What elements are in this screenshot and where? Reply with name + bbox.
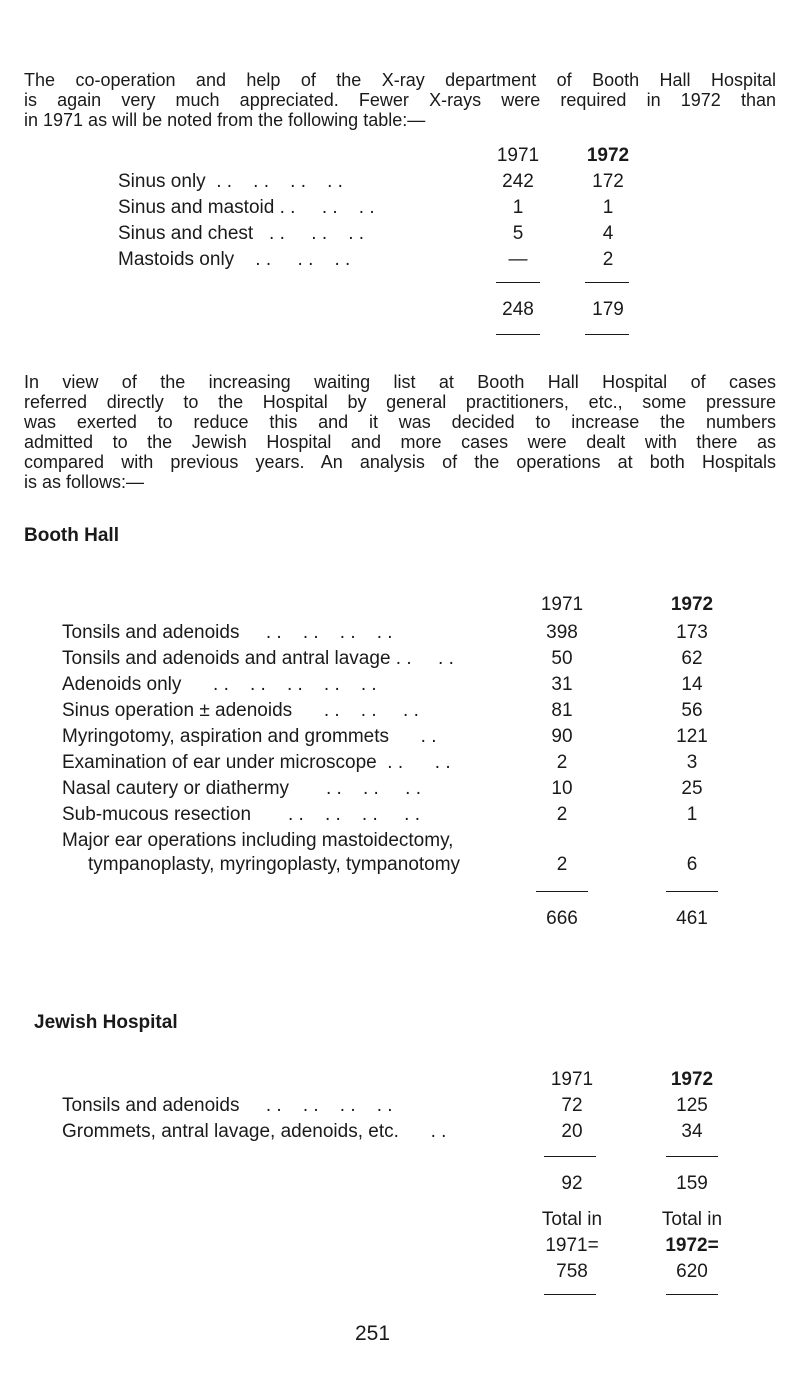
row-value-1971: 81 bbox=[551, 700, 573, 721]
row-label: Tonsils and adenoids . . . . . . . . bbox=[62, 622, 393, 643]
intro-line-3: in 1971 as will be noted from the following table:— bbox=[24, 110, 426, 130]
grand-label-1971-a: Total in bbox=[541, 1209, 603, 1230]
row-label: Grommets, antral lavage, adenoids, etc. . . bbox=[62, 1121, 447, 1142]
divider bbox=[496, 334, 540, 335]
middle-line-3: was exerted to reduce this and it was decided to increase the numbers bbox=[24, 412, 776, 432]
intro-paragraph bbox=[24, 70, 776, 130]
table-row bbox=[62, 1120, 762, 1144]
table-row bbox=[62, 725, 762, 749]
table-row bbox=[62, 621, 762, 645]
booth-col-1972: 1972 bbox=[670, 594, 714, 615]
row-label: Myringotomy, aspiration and grommets . . bbox=[62, 726, 437, 747]
table-row bbox=[62, 803, 762, 827]
total-1972: 179 bbox=[592, 299, 624, 320]
middle-line-5: compared with previous years. An analysis of the operations at both Hospitals bbox=[24, 452, 776, 472]
row-value-1971: 5 bbox=[512, 223, 524, 244]
table-row bbox=[62, 777, 762, 801]
row-label: Sub-mucous resection . . . . . . . . bbox=[62, 804, 420, 825]
grand-total-1972: 620 bbox=[676, 1261, 708, 1282]
table-row bbox=[118, 196, 800, 220]
middle-line-1: In view of the increasing waiting list at Booth Hall Hospital of cases bbox=[24, 372, 776, 392]
booth-total-row bbox=[62, 907, 762, 931]
row-value-1972: 172 bbox=[592, 171, 624, 192]
total-1971: 92 bbox=[561, 1173, 583, 1194]
divider bbox=[666, 891, 718, 892]
row-value-1972: 2 bbox=[602, 249, 614, 270]
row-value-1971: 2 bbox=[556, 854, 568, 875]
grand-total-label-row-a bbox=[62, 1208, 762, 1232]
row-label: Tonsils and adenoids . . . . . . . . bbox=[62, 1095, 393, 1116]
grand-label-1971-b: 1971= bbox=[545, 1235, 599, 1256]
middle-line-4: admitted to the Jewish Hospital and more cases were dealt with there as bbox=[24, 432, 776, 452]
row-value-1971: 10 bbox=[551, 778, 573, 799]
row-label: Adenoids only . . . . . . . . . . bbox=[62, 674, 377, 695]
row-value-1972: 14 bbox=[681, 674, 703, 695]
divider bbox=[585, 282, 629, 283]
divider bbox=[536, 891, 588, 892]
row-value-1972: 62 bbox=[681, 648, 703, 669]
row-label: Sinus only . . . . . . . . bbox=[118, 171, 343, 192]
table-row bbox=[62, 829, 762, 853]
middle-line-2: referred directly to the Hospital by general practitioners, etc., some pressure bbox=[24, 392, 776, 412]
divider bbox=[496, 282, 540, 283]
intro-line-1: The co-operation and help of the X-ray department of Booth Hall Hospital bbox=[24, 70, 776, 90]
grand-label-1972-a: Total in bbox=[661, 1209, 723, 1230]
row-value-1972: 121 bbox=[676, 726, 708, 747]
row-label: tympanoplasty, myringoplasty, tympanotomy bbox=[88, 854, 461, 875]
total-1972: 159 bbox=[676, 1173, 708, 1194]
page-number: 251 bbox=[355, 1322, 391, 1345]
row-value-1971: 1 bbox=[512, 197, 524, 218]
middle-paragraph bbox=[24, 372, 776, 492]
xray-total-row bbox=[118, 298, 800, 322]
row-value-1972: 56 bbox=[681, 700, 703, 721]
row-label: Nasal cautery or diathermy . . . . . . bbox=[62, 778, 422, 799]
grand-total-value-row bbox=[62, 1260, 762, 1284]
table-row bbox=[62, 1094, 762, 1118]
total-1971: 248 bbox=[502, 299, 534, 320]
jewish-header-row bbox=[62, 1068, 762, 1092]
row-label: Tonsils and adenoids and antral lavage . . . . bbox=[62, 648, 454, 669]
jewish-col-1971: 1971 bbox=[550, 1069, 594, 1090]
row-value-1971: 2 bbox=[556, 804, 568, 825]
table-row bbox=[62, 853, 762, 877]
row-label: Mastoids only . . . . . . bbox=[118, 249, 351, 270]
total-1972: 461 bbox=[676, 908, 708, 929]
row-label: Examination of ear under microscope . . . . bbox=[62, 752, 451, 773]
table-row bbox=[62, 647, 762, 671]
xray-col-1971: 1971 bbox=[496, 145, 540, 166]
row-value-1971: 398 bbox=[546, 622, 578, 643]
divider bbox=[666, 1156, 718, 1157]
divider bbox=[544, 1294, 596, 1295]
row-label: Sinus operation ± adenoids . . . . . . bbox=[62, 700, 419, 721]
row-value-1971: — bbox=[508, 249, 528, 270]
booth-col-1971: 1971 bbox=[540, 594, 584, 615]
grand-total-label-row-b bbox=[62, 1234, 762, 1258]
divider bbox=[585, 334, 629, 335]
row-value-1972: 6 bbox=[686, 854, 698, 875]
jewish-hospital-heading: Jewish Hospital bbox=[34, 1012, 178, 1033]
table-row bbox=[62, 699, 762, 723]
intro-line-2: is again very much appreciated. Fewer X-rays were required in 1972 than bbox=[24, 90, 776, 110]
row-value-1971: 31 bbox=[551, 674, 573, 695]
row-value-1972: 125 bbox=[676, 1095, 708, 1116]
row-value-1971: 90 bbox=[551, 726, 573, 747]
row-value-1972: 1 bbox=[686, 804, 698, 825]
row-label: Sinus and mastoid . . . . . . bbox=[118, 197, 375, 218]
total-1971: 666 bbox=[546, 908, 578, 929]
booth-header-row bbox=[62, 593, 762, 617]
row-value-1971: 50 bbox=[551, 648, 573, 669]
table-row bbox=[62, 751, 762, 775]
xray-col-1972: 1972 bbox=[586, 145, 630, 166]
grand-label-1972-b: 1972= bbox=[665, 1235, 719, 1256]
jewish-total-row bbox=[62, 1172, 762, 1196]
divider bbox=[666, 1294, 718, 1295]
table-row bbox=[118, 222, 800, 246]
row-value-1972: 34 bbox=[681, 1121, 703, 1142]
table-row bbox=[62, 673, 762, 697]
row-label: Major ear operations including mastoidectomy, bbox=[62, 830, 454, 851]
row-label: Sinus and chest . . . . . . bbox=[118, 223, 365, 244]
row-value-1971: 72 bbox=[561, 1095, 583, 1116]
row-value-1972: 1 bbox=[602, 197, 614, 218]
booth-hall-heading: Booth Hall bbox=[24, 525, 119, 546]
xray-header-row bbox=[118, 144, 800, 168]
row-value-1972: 173 bbox=[676, 622, 708, 643]
row-value-1971: 20 bbox=[561, 1121, 583, 1142]
grand-total-1971: 758 bbox=[556, 1261, 588, 1282]
table-row bbox=[118, 170, 800, 194]
middle-line-6: is as follows:— bbox=[24, 472, 145, 492]
table-row bbox=[118, 248, 800, 272]
row-value-1971: 242 bbox=[502, 171, 534, 192]
row-value-1972: 25 bbox=[681, 778, 703, 799]
row-value-1972: 4 bbox=[602, 223, 614, 244]
row-value-1972: 3 bbox=[686, 752, 698, 773]
divider bbox=[544, 1156, 596, 1157]
row-value-1971: 2 bbox=[556, 752, 568, 773]
jewish-col-1972: 1972 bbox=[670, 1069, 714, 1090]
